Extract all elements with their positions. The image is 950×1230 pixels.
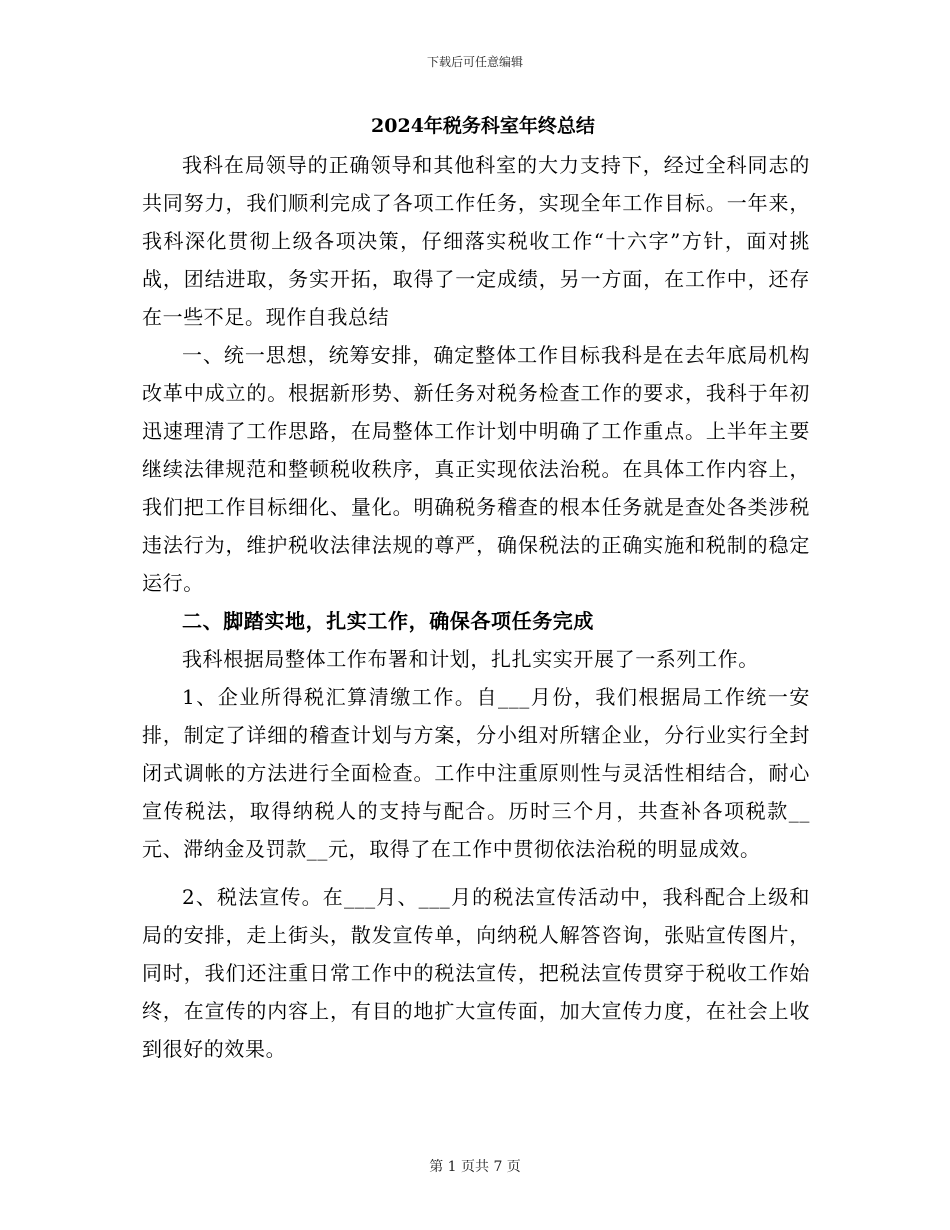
document-body <box>142 108 810 1068</box>
intro-paragraph: 我科在局领导的正确领导和其他科室的大力支持下，经过全科同志的共同努力，我们顺利完成了各项工作任务，实现全年工作目标。一年来，我科深化贯彻上级各项决策，仔细落实税收工作“十六字”方针，面对挑战，团结进取，务实开拓，取得了一定成绩，另一方面，在工作中，还存在一些不足。现作自我总结 <box>142 153 810 329</box>
section-two-heading: 二、脚踏实地，扎实工作，确保各项任务完成 <box>182 609 594 633</box>
section-two-intro: 我科根据局整体工作布署和计划，扎扎实实开展了一系列工作。 <box>182 647 759 671</box>
item-two-paragraph: 2、税法宣传。在___月、___月的税法宣传活动中，我科配合上级和局的安排，走上街头，散发宣传单，向纳税人解答咨询，张贴宣传图片，同时，我们还注重日常工作中的税法宣传，把税法宣传贯穿于税收工作始终，在宣传的内容上，有目的地扩大宣传面，加大宣传力度，在社会上收到很好的效果。 <box>142 885 810 1061</box>
document-title: 2024年税务科室年终总结 <box>371 115 595 137</box>
page-number-footer: 第 1 页共 7 页 <box>429 1159 521 1175</box>
section-one-paragraph: 一、统一思想，统筹安排，确定整体工作目标我科是在去年底局机构改革中成立的。根据新形势、新任务对税务检查工作的要求，我科于年初迅速理清了工作思路，在局整体工作计划中明确了工作重点。上半年主要继续法律规范和整顿税收秩序，真正实现依法治税。在具体工作内容上，我们把工作目标细化、量化。明确税务稽查的根本任务就是查处各类涉税违法行为，维护税收法律法规的尊严，确保税法的正确实施和税制的稳定运行。 <box>142 343 810 595</box>
download-note: 下载后可任意编辑 <box>426 55 523 69</box>
item-one-paragraph: 1、企业所得税汇算清缴工作。自___月份，我们根据局工作统一安排，制定了详细的稽查计划与方案，分小组对所辖企业，分行业实行全封闭式调帐的方法进行全面检查。工作中注重原则性与灵活性相结合，耐心宣传税法，取得纳税人的支持与配合。历时三个月，共查补各项税款__元、滞纳金及罚款__元，取得了在工作中贯彻依法治税的明显成效。 <box>142 685 810 861</box>
